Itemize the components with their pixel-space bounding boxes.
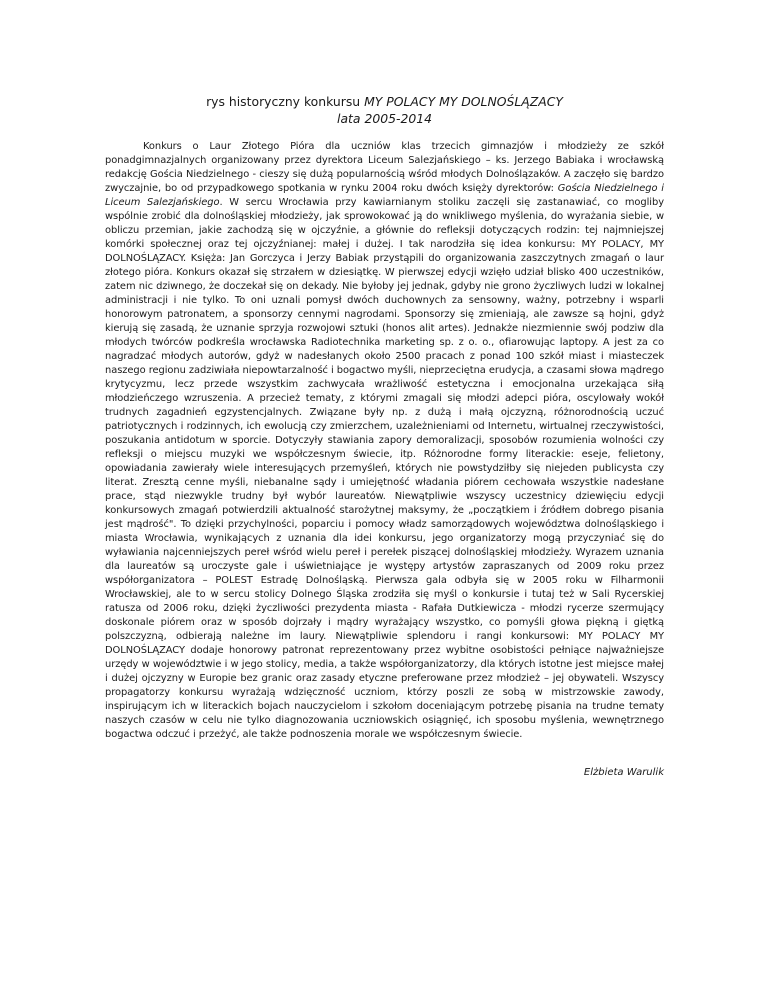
document-title	[105, 93, 664, 110]
body-italic-names: Gościa Niedzielnego i Liceum Salezjańskiego	[105, 183, 664, 208]
body-text-part-1: Konkurs o Laur Złotego Pióra dla uczniów klas trzecich gimnazjów i młodzieży ze szkół ponadgimnazjalnych organizowany przez dyrektora Liceum Salezjańskiego – ks. Jerzego Babiaka i wrocławską redakcję Gościa Niedzielnego - cieszy się dużą popularnością wśród młodych Dolnoślązaków. A zaczęło się bardzo zwyczajnie, bo od przypadkowego spotkania w rynku 2004 roku dwóch księży dyrektorów:	[105, 141, 664, 194]
body-text-part-2: . W sercu Wrocławia przy kawiarnianym stoliku zaczęli się zastanawiać, co mogliby wspólnie zrobić dla dolnośląskiej młodzieży, jak sprowokować ją do wnikliwego myślenia, do wyrażania siebie, w obliczu przemian, jakie zachodzą się w ojczyźnie, a głównie do refleksji dotyczących rodzin: tej najmniejszej komórki społecznej oraz tej ojczyźnianej: małej i dużej. I tak narodziła się idea konkursu: MY POLACY, MY DOLNOŚLĄZACY. Księża: Jan Gorczyca i Jerzy Babiak przystąpili do organizowania zaszczytnych zmagań o laur złotego pióra. Konkurs okazał się strzałem w dziesiątkę. W pierwszej edycji wzięło udział blisko 400 uczestników, zatem nic dziwnego, że doczekał się on dekady. Nie byłoby jej jednak, gdyby nie grono życzliwych ludzi w lokalnej administracji i nie tylko. To oni uznali pomysł dwóch duchownych za sensowny, ważny, potrzebny i wsparli honorowym patronatem, a sponsorzy cennymi nagrodami. Sponsorzy się zmieniają, ale zawsze są hojni, gdyż kierują się zasadą, że uznanie sprzyja rozwojowi sztuki (honos alit artes). Jednakże niezmiennie swój podziw dla młodych twórców podkreśla wrocławska Radiotechnika marketing sp. z o. o., ofiarowując laptopy. A jest za co nagradzać młodych autorów, gdyż w nadesłanych około 2500 pracach z ponad 100 szkół miast i miasteczek naszego regionu zadziwiała niepowtarzalność i bogactwo myśli, nieprzeciętna erudycja, a czasami słowa mądrego krytycyzmu, lecz przede wszystkim zachwycała wrażliwość estetyczna i emocjonalna urzekająca siłą młodzieńczego wzruszenia. A przecież tematy, z którymi zmagali się młodzi adepci pióra, oscylowały wokół trudnych zagadnień egzystencjalnych. Związane były np. z dużą i małą ojczyzną, różnorodnością uczuć patriotycznych i rodzinnych, ich ewolucją czy zmierzchem, uzależnieniami od Internetu, wirtualnej rzeczywistości, poszukania antidotum w sporcie. Dotyczyły stawiania zapory demoralizacji, sposobów rozumienia wolności czy refleksji o miejscu muzyki we współczesnym świecie, itp. Różnorodne formy literackie: eseje, felietony, opowiadania zawierały wiele interesujących przemyśleń, których nie powstydziłby się niejeden publicysta czy literat. Zresztą cenne myśli, niebanalne sądy i umiejętność władania piórem cechowała wszystkie nadesłane prace, stąd niezwykle trudny był wybór laureatów. Niewątpliwie wszyscy uczestnicy dziewięciu edycji konkursowych zmagań potwierdzili aktualność starożytnej maksymy, że „początkiem i źródłem dobrego pisania jest mądrość". To dzięki przychylności, poparciu i pomocy władz samorządowych województwa dolnośląskiego i miasta Wrocławia, wynikających z uznania dla idei konkursu, jego organizatorzy mogą przyczyniać się do wyławiania najcenniejszych pereł wśród wielu pereł i perełek piszącej dolnośląskiej młodzieży. Wyrazem uznania dla laureatów są uroczyste gale i uświetniające je występy artystów zapraszanych od 2009 roku przez współorganizatora – POLEST Estradę Dolnośląską. Pierwsza gala odbyła się w 2005 roku w Filharmonii Wrocławskiej, ale to w sercu stolicy Dolnego Śląska zrodziła się myśl o konkursie i tutaj też w Sali Rycerskiej ratusza od 2006 roku, dzięki życzliwości prezydenta miasta - Rafała Dutkiewicza - młodzi rycerze szermujący doskonale piórem oraz w sposób dojrzały i mądry wyrażający wszystko, co pomyśli głowa piękną i giętką polszczyzną, odbierają należne im laury. Niewątpliwie splendoru i rangi konkursowi: MY POLACY MY DOLNOŚLĄZACY dodaje honorowy patronat reprezentowany przez wybitne osobistości pełniące najważniejsze urzędy w województwie i w jego stolicy, media, a także współorganizatorzy, dla których istotne jest miejsce małej i dużej ojczyzny w Europie bez granic oraz zasady etyczne preferowane przez młodzież – jej obywateli. Wszyscy propagatorzy konkursu wyrażają wdzięczność uczniom, którzy poszli ze sobą w mistrzowskie zawody, inspirującym ich w literackich bojach nauczycielom i szkołom doceniającym potrzebę pisania na trudne tematy naszych czasów w celu nie tylko diagnozowania uczniowskich osiągnięć, ich sposobu myślenia, wewnętrznego bogactwa odczuć i przeżyć, ale także podnoszenia morale we współczesnym świecie.	[105, 197, 664, 740]
author-signature: Elżbieta Warulik	[583, 767, 664, 778]
document-subtitle: lata 2005-2014	[337, 111, 432, 126]
document-page	[105, 93, 664, 778]
title-competition-name: MY POLACY MY DOLNOŚLĄZACY	[364, 94, 563, 109]
title-prefix: rys historyczny konkursu	[206, 94, 365, 109]
body-paragraph	[105, 140, 664, 742]
